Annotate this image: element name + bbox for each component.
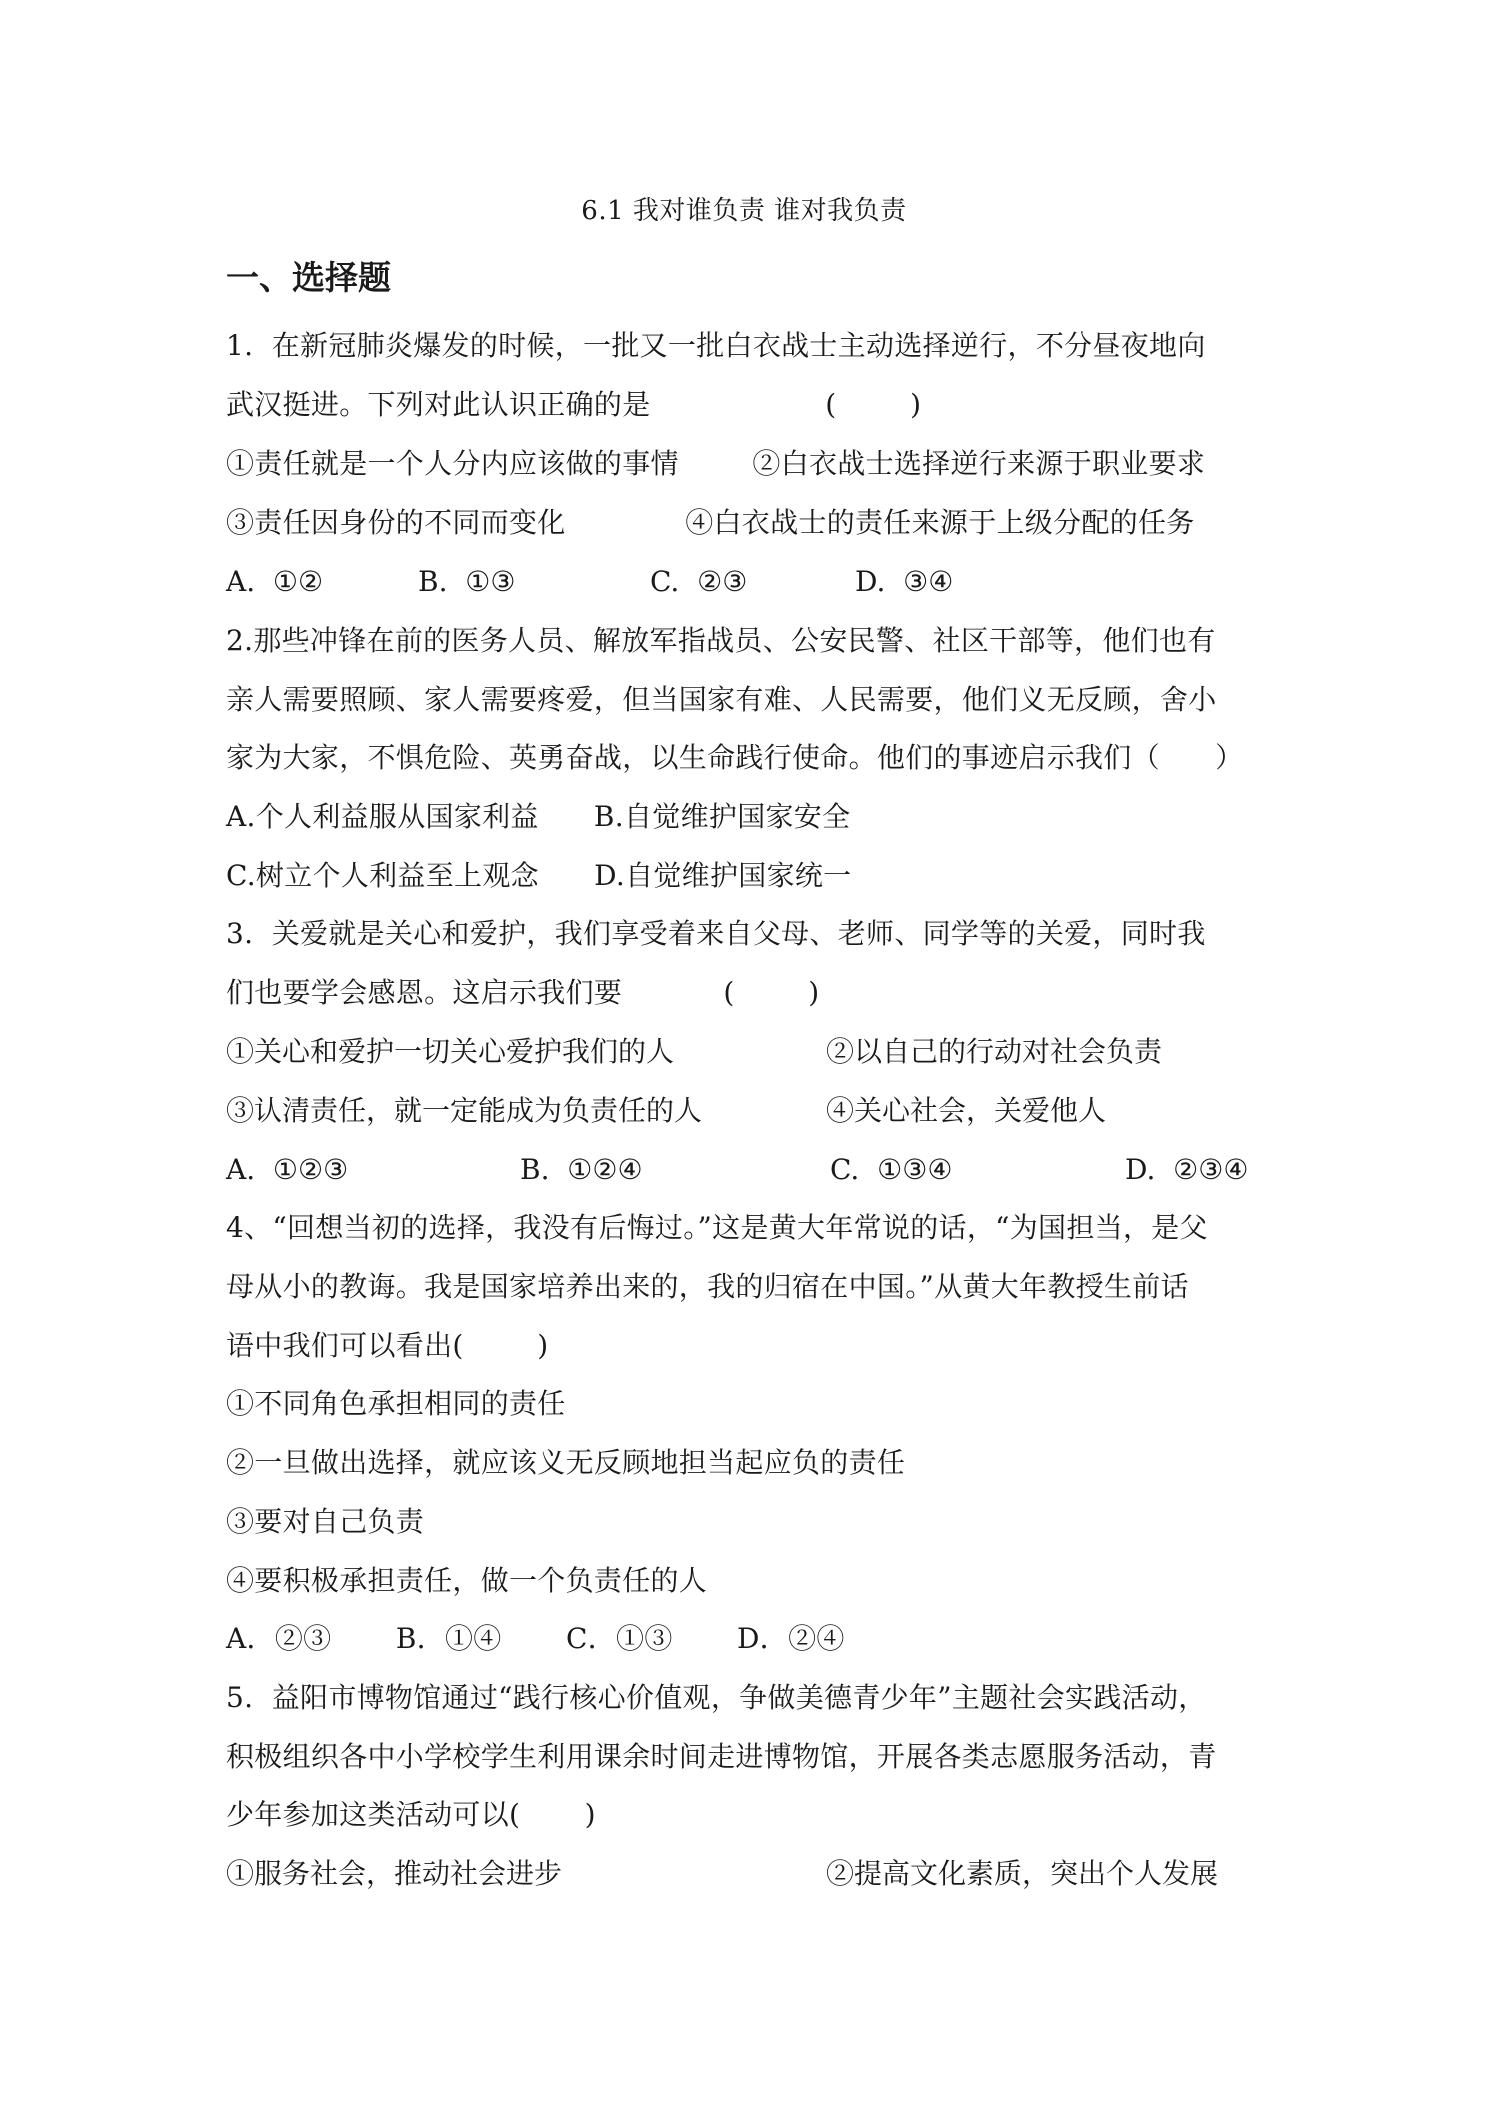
- q1-statements-row-2: ③责任因身份的不同而变化 ④白衣战士的责任来源于上级分配的任务: [226, 506, 1195, 539]
- q5-stem-line-3: 少年参加这类活动可以( ): [226, 1798, 596, 1831]
- q4-stem-line-1: 4、“回想当初的选择，我没有后悔过。”这是黄大年常说的话，“为国担当，是父: [226, 1211, 1208, 1244]
- q1-option-c: C. ②③: [650, 565, 748, 598]
- page-title: 6.1 我对谁负责 谁对我负责: [581, 196, 907, 226]
- q4-stem-line-3: 语中我们可以看出( ): [226, 1329, 549, 1362]
- section-heading: 一、选择题: [226, 258, 391, 297]
- q3-statement-2: ②以自己的行动对社会负责: [826, 1035, 1163, 1068]
- q3-option-c: C. ①③④: [830, 1153, 953, 1186]
- q2-options-row-1: A.个人利益服从国家利益 B.自觉维护国家安全: [226, 800, 851, 833]
- q5-stem-line-1: 5. 益阳市博物馆通过“践行核心价值观，争做美德青少年”主题社会实践活动，: [226, 1681, 1207, 1714]
- q2-stem-line-2: 亲人需要照顾、家人需要疼爱，但当国家有难、人民需要，他们义无反顾，舍小: [226, 683, 1217, 716]
- q3-option-d: D. ②③④: [1125, 1153, 1249, 1186]
- q1-option-d: D. ③④: [855, 565, 954, 598]
- q4-stem-line-2: 母从小的教诲。我是国家培养出来的，我的归宿在中国。”从黄大年教授生前话: [226, 1270, 1189, 1303]
- q5-stem-line-2: 积极组织各中小学校学生利用课余时间走进博物馆，开展各类志愿服务活动，青: [226, 1740, 1217, 1773]
- q3-statement-4: ④关心社会，关爱他人: [826, 1094, 1107, 1127]
- q3-statement-3: ③认清责任，就一定能成为负责任的人: [226, 1094, 703, 1127]
- q1-stem-line-1: 1. 在新冠肺炎爆发的时候，一批又一批白衣战士主动选择逆行，不分昼夜地向: [226, 329, 1206, 362]
- q2-stem-line-3: 家为大家，不惧危险、英勇奋战，以生命践行使命。他们的事迹启示我们（ ）: [226, 741, 1244, 774]
- q3-stem-line-1: 3. 关爱就是关心和爱护，我们享受着来自父母、老师、同学等的关爱，同时我: [226, 917, 1206, 950]
- q4-statement-3: ③要对自己负责: [226, 1505, 425, 1538]
- q4-options: A．②③ B．①④ C．①③ D．②④: [226, 1622, 845, 1655]
- q4-statement-1: ①不同角色承担相同的责任: [226, 1387, 566, 1420]
- q1-statements-row-1: ①责任就是一个人分内应该做的事情 ②白衣战士选择逆行来源于职业要求: [226, 447, 1206, 480]
- q2-stem-line-1: 2.那些冲锋在前的医务人员、解放军指战员、公安民警、社区干部等，他们也有: [226, 624, 1216, 657]
- q5-statement-1: ①服务社会，推动社会进步: [226, 1857, 563, 1890]
- q2-options-row-2: C.树立个人利益至上观念 D.自觉维护国家统一: [226, 859, 852, 892]
- q1-option-a: A. ①②: [226, 565, 324, 598]
- q3-option-b: B. ①②④: [520, 1153, 643, 1186]
- q5-statement-2: ②提高文化素质，突出个人发展: [826, 1857, 1219, 1890]
- q1-option-b: B. ①③: [418, 565, 516, 598]
- q4-statement-2: ②一旦做出选择，就应该义无反顾地担当起应负的责任: [226, 1446, 906, 1479]
- q1-stem-line-2: 武汉挺进。下列对此认识正确的是 ( ): [226, 388, 922, 421]
- q3-stem-line-2: 们也要学会感恩。这启示我们要 ( ): [226, 976, 820, 1009]
- q4-statement-4: ④要积极承担责任，做一个负责任的人: [226, 1564, 708, 1597]
- q3-option-a: A. ①②③: [226, 1153, 349, 1186]
- q3-statement-1: ①关心和爱护一切关心爱护我们的人: [226, 1035, 675, 1068]
